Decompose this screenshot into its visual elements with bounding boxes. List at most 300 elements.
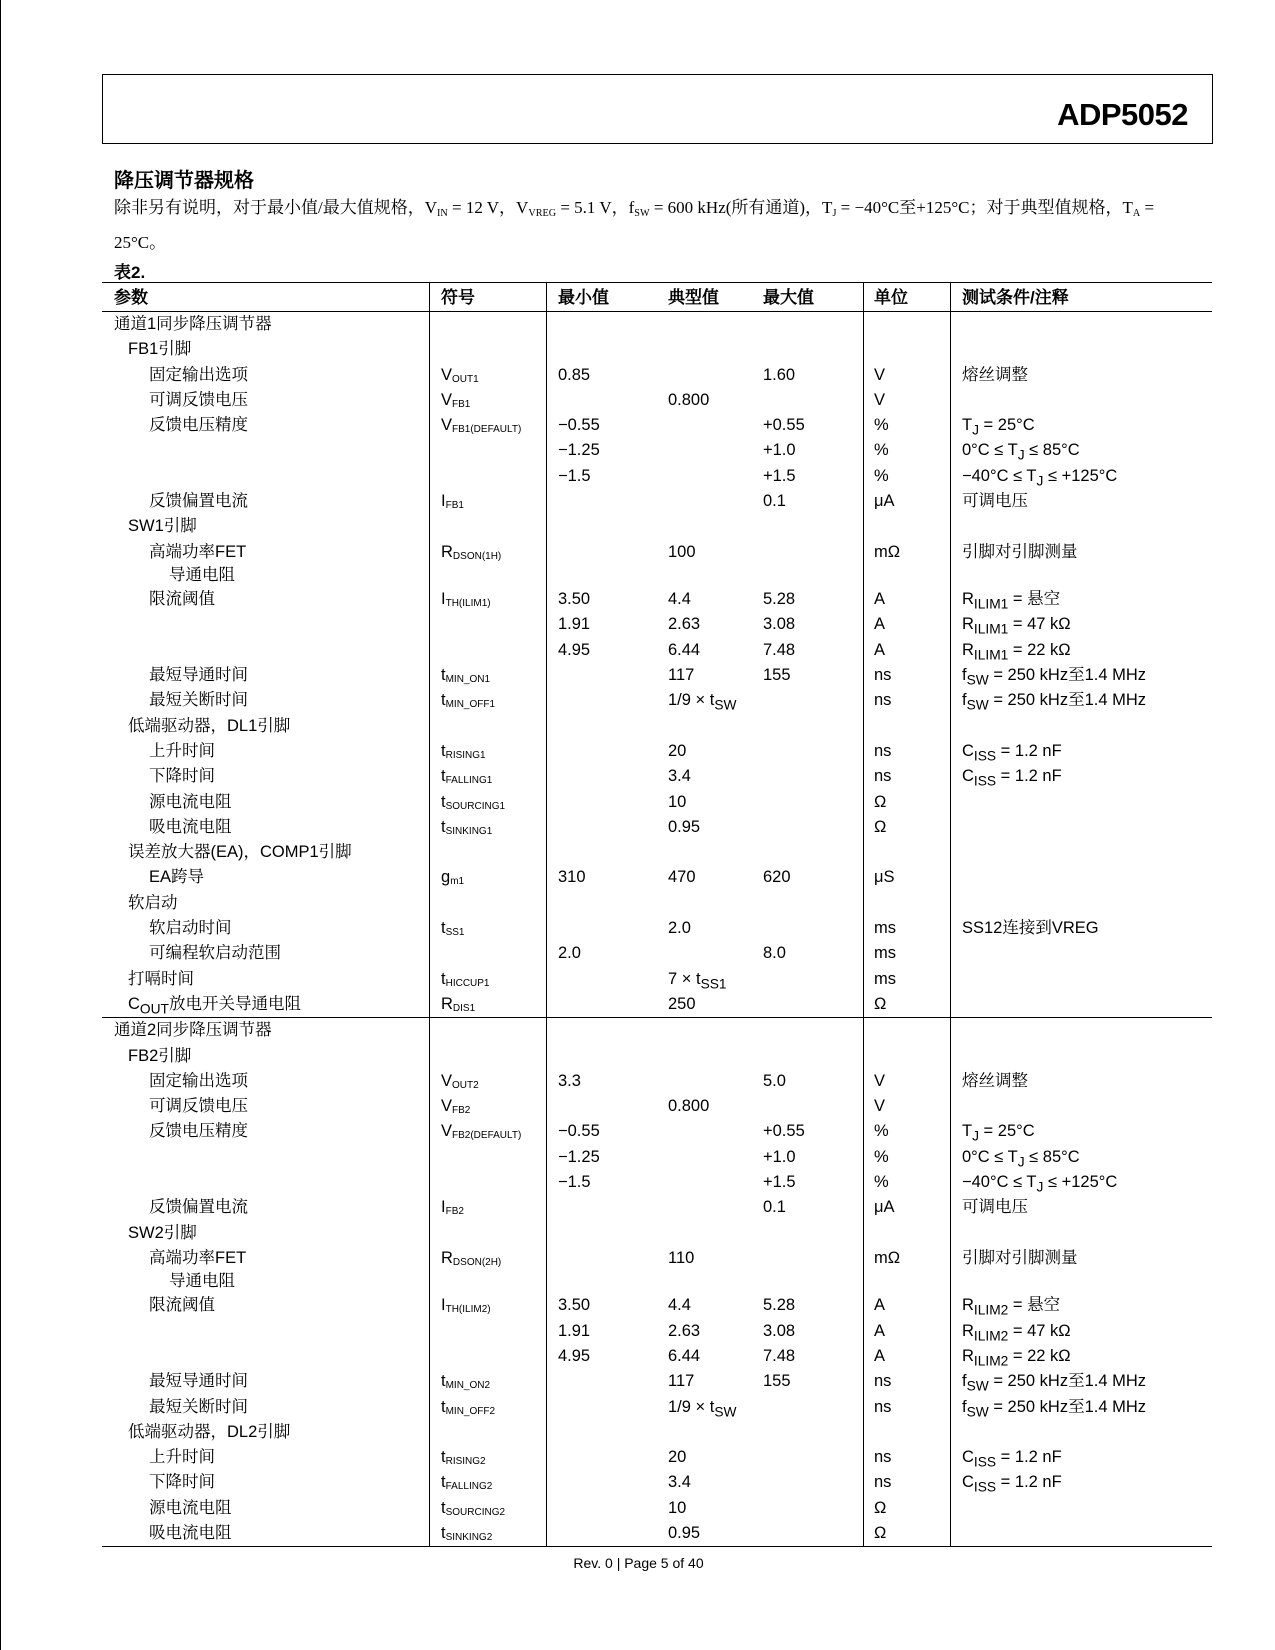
param-label: FB1引脚 (128, 340, 192, 359)
cell-sym (429, 916, 546, 941)
subscript: ILIM1 (973, 647, 1009, 663)
cell-min (546, 1018, 656, 1043)
text-segment: ≤ +125°C (1043, 466, 1118, 485)
cell-min (546, 1044, 656, 1069)
cell-cond: 熔丝调整 (950, 1069, 1212, 1094)
cell-max (751, 790, 863, 815)
cell-unit: ns (863, 1470, 950, 1495)
cell-unit: Ω (863, 815, 950, 840)
text-segment: V (441, 1122, 453, 1141)
text-segment: = 12 V，V (447, 198, 529, 217)
text-segment: = 悬空 (1008, 590, 1061, 609)
text-segment: R (962, 1296, 974, 1315)
cell-max: 8.0 (763, 944, 786, 963)
cell-param (102, 1221, 429, 1246)
text-segment: = 47 kΩ (1008, 615, 1071, 634)
text-segment: f (962, 691, 967, 710)
cell-param (102, 1344, 429, 1369)
cell-min (546, 1369, 656, 1394)
cell-cond (950, 840, 1212, 865)
table-row (102, 1246, 1212, 1294)
cell-unit (863, 891, 950, 916)
cell-min (546, 540, 656, 588)
cell-min (546, 739, 656, 764)
param-label: SW1引脚 (128, 517, 197, 536)
param-label: 最短关断时间 (149, 691, 248, 710)
text-segment: R (962, 590, 974, 609)
text-segment: R (962, 615, 974, 634)
cell-typ (656, 1069, 751, 1094)
subscript: J (1036, 1179, 1044, 1195)
param-label: 反馈偏置电流 (149, 1198, 248, 1217)
table-row (102, 388, 1212, 413)
cell-min: −1.25 (546, 438, 656, 463)
cell-cond (950, 1044, 1212, 1069)
text-segment: = 250 kHz至1.4 MHz (988, 1397, 1147, 1416)
cell-typ (656, 967, 751, 992)
cell-param (102, 992, 429, 1017)
text-segment: V (441, 1071, 453, 1090)
cell-cond (950, 739, 1212, 764)
param-label: 可编程软启动范围 (149, 944, 281, 963)
subscript: SINKING2 (445, 1532, 493, 1544)
cell-param (102, 363, 429, 388)
cell-unit: % (863, 1170, 950, 1195)
cell-max: +0.55 (763, 416, 805, 435)
cell-max (751, 967, 863, 992)
cell-min: 0.85 (546, 363, 656, 388)
cell-max (751, 337, 863, 362)
cell-sym (429, 1221, 546, 1246)
table-row (102, 815, 1212, 840)
text-segment: T (962, 416, 973, 435)
cell-sym (429, 1344, 546, 1369)
text-segment: t (441, 1498, 446, 1517)
table-row (102, 865, 1212, 890)
cell-unit: A (863, 587, 950, 612)
table-row (102, 1293, 1212, 1318)
subscript: J (972, 422, 979, 438)
text-segment: t (441, 691, 446, 710)
cell-param (102, 587, 429, 612)
cell-min (546, 688, 656, 713)
cell-sym (429, 941, 546, 966)
table-row (102, 1369, 1212, 1394)
param-label: 通道2同步降压调节器 (114, 1021, 272, 1040)
cell-unit: ns (863, 1395, 950, 1420)
cell-max (751, 840, 863, 865)
cell-sym (429, 992, 546, 1017)
cell-max: 155 (763, 666, 791, 685)
subscript: MIN_OFF1 (445, 699, 496, 711)
cell-unit: A (863, 1319, 950, 1344)
cell-sym (429, 587, 546, 612)
cell-param (102, 815, 429, 840)
table-row (102, 992, 1212, 1017)
cell-cond (950, 1521, 1212, 1546)
cell-min: 1.91 (546, 1319, 656, 1344)
text-segment: I (441, 1198, 446, 1217)
cell-max (751, 1420, 863, 1445)
cell-typ (656, 1395, 751, 1420)
subscript: FALLING1 (445, 775, 493, 787)
cell-sym (429, 464, 546, 489)
table-row (102, 1195, 1212, 1220)
table-row (102, 1319, 1212, 1344)
cell-max: 5.28 (763, 1296, 796, 1315)
cell-sym (429, 413, 546, 438)
subscript: ISS (973, 773, 997, 789)
table-section (102, 1017, 1212, 1546)
cell-typ: 110 (668, 1248, 695, 1267)
subscript: SINKING1 (445, 825, 493, 837)
cell-max (751, 916, 863, 941)
cell-unit: A (863, 1344, 950, 1369)
cell-param (102, 438, 429, 463)
col-header-unit: 单位 (863, 283, 950, 311)
cell-typ (656, 363, 751, 388)
cell-cond: 引脚对引脚测量 (950, 540, 1212, 588)
cell-sym (429, 1195, 546, 1220)
cell-typ (656, 337, 751, 362)
subscript: A (1132, 208, 1141, 220)
cell-min (546, 1445, 656, 1470)
param-label: 软启动时间 (149, 919, 232, 938)
cell-typ (656, 1018, 751, 1043)
text-segment: I (441, 492, 446, 511)
cell-sym (429, 1044, 546, 1069)
cell-typ: 0.95 (668, 1524, 701, 1543)
cell-cond: 熔丝调整 (950, 363, 1212, 388)
text-segment: t (441, 792, 446, 811)
cell-sym (429, 540, 546, 588)
subscript: SW (966, 1403, 989, 1419)
cell-typ: 4.4 (668, 590, 691, 609)
cell-typ (656, 413, 751, 438)
subscript: ISS (973, 748, 997, 764)
cell-param (102, 714, 429, 739)
text-segment: t (441, 919, 446, 938)
table-row (102, 413, 1212, 438)
cell-typ: 10 (668, 1498, 687, 1517)
cell-unit: A (863, 1293, 950, 1318)
cell-param (102, 790, 429, 815)
cell-sym (429, 1246, 546, 1294)
cell-param (102, 865, 429, 890)
cell-cond (950, 1445, 1212, 1470)
table-row (102, 764, 1212, 789)
cell-sym (429, 739, 546, 764)
param-label: SW2引脚 (128, 1223, 197, 1242)
param-label: 最短导通时间 (149, 1372, 248, 1391)
cell-unit (863, 840, 950, 865)
cell-min (546, 312, 656, 337)
cell-typ: 6.44 (668, 640, 701, 659)
param-label: 高端功率FET (149, 1248, 247, 1267)
cell-min (546, 514, 656, 539)
cell-min (546, 337, 656, 362)
cell-max: +1.5 (763, 1173, 796, 1191)
cell-min (546, 891, 656, 916)
text-segment: C (962, 741, 974, 760)
cell-min: −0.55 (546, 413, 656, 438)
table-row (102, 1395, 1212, 1420)
cell-min (546, 967, 656, 992)
cell-sym (429, 363, 546, 388)
subscript: SW (966, 1378, 989, 1394)
cell-sym (429, 865, 546, 890)
cell-param (102, 1170, 429, 1195)
col-header-param: 参数 (114, 288, 148, 307)
cell-unit: V (863, 1094, 950, 1119)
cell-max (751, 1018, 863, 1043)
cell-param (102, 413, 429, 438)
cell-typ (656, 941, 751, 966)
subscript: SOURCING2 (445, 1506, 506, 1518)
col-header-typ: 典型值 (668, 288, 719, 307)
cell-min: −1.5 (546, 1170, 656, 1195)
subscript: RISING1 (445, 749, 486, 761)
cell-cond (950, 464, 1212, 489)
cell-unit: ms (863, 967, 950, 992)
param-label: 吸电流电阻 (149, 817, 232, 836)
cell-typ (656, 840, 751, 865)
cell-sym (429, 1170, 546, 1195)
table-body (102, 312, 1212, 1546)
cell-param (102, 663, 429, 688)
cell-min (546, 1496, 656, 1521)
table-row (102, 891, 1212, 916)
text-segment: = 1.2 nF (996, 1473, 1062, 1492)
table-section (102, 312, 1212, 1017)
cell-max: +1.0 (763, 1147, 796, 1166)
table-row (102, 1521, 1212, 1546)
text-segment: f (962, 666, 967, 685)
table-row (102, 1044, 1212, 1069)
cell-max: 620 (763, 868, 791, 887)
cell-max: +1.5 (763, 466, 796, 485)
text-segment: C (962, 1448, 974, 1467)
cell-min: 3.50 (546, 1293, 656, 1318)
text-segment: t (441, 817, 446, 836)
param-label: 下降时间 (149, 1473, 215, 1492)
cell-max (751, 714, 863, 739)
table-row (102, 489, 1212, 514)
cell-max: 3.08 (763, 1321, 796, 1340)
subscript: DSON(1H) (452, 550, 502, 562)
table-row (102, 1221, 1212, 1246)
param-label: 限流阈值 (149, 590, 215, 609)
text-segment: R (962, 1346, 974, 1365)
cell-param (102, 1069, 429, 1094)
cell-param (102, 941, 429, 966)
subscript: TH(ILIM2) (445, 1304, 491, 1316)
cell-min: 4.95 (546, 638, 656, 663)
cell-cond (950, 891, 1212, 916)
cell-unit: Ω (863, 992, 950, 1017)
cell-typ: 0.95 (668, 817, 701, 836)
cell-max: +1.0 (763, 441, 796, 460)
cell-cond (950, 1420, 1212, 1445)
text-segment: I (441, 590, 446, 609)
param-label: FB2引脚 (128, 1046, 192, 1065)
cell-cond (950, 688, 1212, 713)
param-label: 通道1同步降压调节器 (114, 315, 272, 333)
cell-unit (863, 714, 950, 739)
text-segment: t (441, 1448, 446, 1467)
text-segment: = 25°C (978, 1122, 1035, 1141)
cell-param (102, 739, 429, 764)
param-label: 反馈电压精度 (149, 1122, 248, 1141)
subscript: SOURCING1 (445, 800, 506, 812)
cell-cond (950, 1170, 1212, 1195)
cell-typ (656, 1420, 751, 1445)
cell-cond (950, 337, 1212, 362)
text-segment: C (128, 994, 140, 1013)
cell-cond (950, 1369, 1212, 1394)
section-title-row (102, 312, 1212, 337)
table-row (102, 464, 1212, 489)
text-segment: t (441, 666, 446, 685)
cell-cond (950, 1018, 1212, 1043)
subscript: ISS (973, 1454, 997, 1470)
cell-cond (950, 587, 1212, 612)
subscript: SW (714, 1403, 737, 1419)
subscript: FALLING2 (445, 1481, 493, 1493)
cell-sym (429, 1445, 546, 1470)
cell-sym (429, 714, 546, 739)
cell-typ (656, 714, 751, 739)
cell-param (102, 1293, 429, 1318)
subscript: FB2 (445, 1206, 464, 1218)
table-row (102, 941, 1212, 966)
cell-cond (950, 1344, 1212, 1369)
cell-max: 0.1 (763, 1198, 786, 1217)
text-segment: = 47 kΩ (1008, 1321, 1071, 1340)
cell-param (102, 1445, 429, 1470)
cell-unit: % (863, 464, 950, 489)
cell-unit: ns (863, 688, 950, 713)
cell-min (546, 388, 656, 413)
cell-min (546, 1094, 656, 1119)
cell-typ (656, 1195, 751, 1220)
text-segment: f (962, 1372, 967, 1391)
cell-min: 1.91 (546, 612, 656, 637)
col-header-max: 最大值 (763, 288, 814, 307)
subscript: DSON(2H) (452, 1256, 502, 1268)
cell-sym (429, 388, 546, 413)
param-label: 最短导通时间 (149, 666, 248, 685)
subscript: MIN_ON1 (445, 674, 491, 686)
text-segment: I (441, 1296, 446, 1315)
text-segment: f (962, 1397, 967, 1416)
section-title-row (102, 1018, 1212, 1043)
text-segment: 7 × t (668, 969, 701, 988)
text-segment: = 22 kΩ (1008, 640, 1071, 659)
text-segment: ≤ +125°C (1043, 1173, 1118, 1191)
cell-typ: 117 (668, 1372, 695, 1391)
cell-cond (950, 388, 1212, 413)
cell-unit: % (863, 413, 950, 438)
table-row (102, 363, 1212, 388)
cell-typ: 6.44 (668, 1346, 701, 1365)
table-caption: 表2. (114, 263, 146, 282)
cell-min (546, 714, 656, 739)
cell-max: 5.0 (763, 1071, 786, 1090)
cell-param (102, 1119, 429, 1144)
param-label: 可调反馈电压 (149, 1097, 248, 1116)
cell-sym (429, 312, 546, 337)
param-label: 打嗝时间 (128, 969, 194, 988)
cell-param (102, 1246, 429, 1294)
cell-max (751, 388, 863, 413)
cell-param (102, 1420, 429, 1445)
cell-unit: mΩ (863, 1246, 950, 1294)
cell-param (102, 612, 429, 637)
text-segment: t (441, 1473, 446, 1492)
text-segment: 放电开关导通电阻 (168, 994, 301, 1013)
cell-sym (429, 1145, 546, 1170)
param-label (128, 994, 301, 1017)
cell-max (751, 1044, 863, 1069)
text-segment: 1/9 × t (668, 691, 715, 710)
table-row (102, 1094, 1212, 1119)
cell-unit: ns (863, 663, 950, 688)
cell-max (751, 1221, 863, 1246)
cell-typ (656, 1119, 751, 1144)
cell-min (546, 916, 656, 941)
cell-min (546, 764, 656, 789)
cell-unit (863, 1221, 950, 1246)
table-row (102, 1496, 1212, 1521)
subscript: J (972, 1128, 979, 1144)
text-segment: = 25°C (978, 416, 1035, 435)
subscript: SW (714, 697, 737, 713)
text-segment: R (962, 1321, 974, 1340)
cell-cond: SS12连接到VREG (950, 916, 1212, 941)
param-label: 高端功率FET (149, 542, 247, 561)
cell-sym (429, 1319, 546, 1344)
text-segment: 除非另有说明，对于最小值/最大值规格，V (114, 198, 437, 217)
cell-cond (950, 638, 1212, 663)
cell-unit: mΩ (863, 540, 950, 588)
subscript: HICCUP1 (445, 977, 490, 989)
text-segment: ≤ 85°C (1024, 1147, 1080, 1166)
subscript: FB1 (452, 398, 471, 410)
cell-typ: 20 (668, 1448, 687, 1467)
cell-cond: 可调电压 (950, 489, 1212, 514)
text-segment: −40°C ≤ T (962, 1173, 1037, 1191)
cell-max (751, 688, 863, 713)
cell-typ (656, 688, 751, 713)
cell-param (102, 1369, 429, 1394)
cell-max (751, 764, 863, 789)
text-segment: 0°C ≤ T (962, 441, 1018, 460)
table-row (102, 587, 1212, 612)
intro-paragraph (114, 193, 1194, 257)
cell-cond (950, 865, 1212, 890)
cell-param (102, 514, 429, 539)
subscript: IN (437, 208, 448, 220)
param-label: EA跨导 (149, 868, 205, 887)
param-label: 固定输出选项 (149, 365, 248, 384)
subscript: MIN_ON2 (445, 1380, 491, 1392)
cell-param (102, 388, 429, 413)
subscript: TH(ILIM1) (445, 598, 491, 610)
table-row (102, 739, 1212, 764)
table-row (102, 540, 1212, 588)
cell-unit: % (863, 438, 950, 463)
